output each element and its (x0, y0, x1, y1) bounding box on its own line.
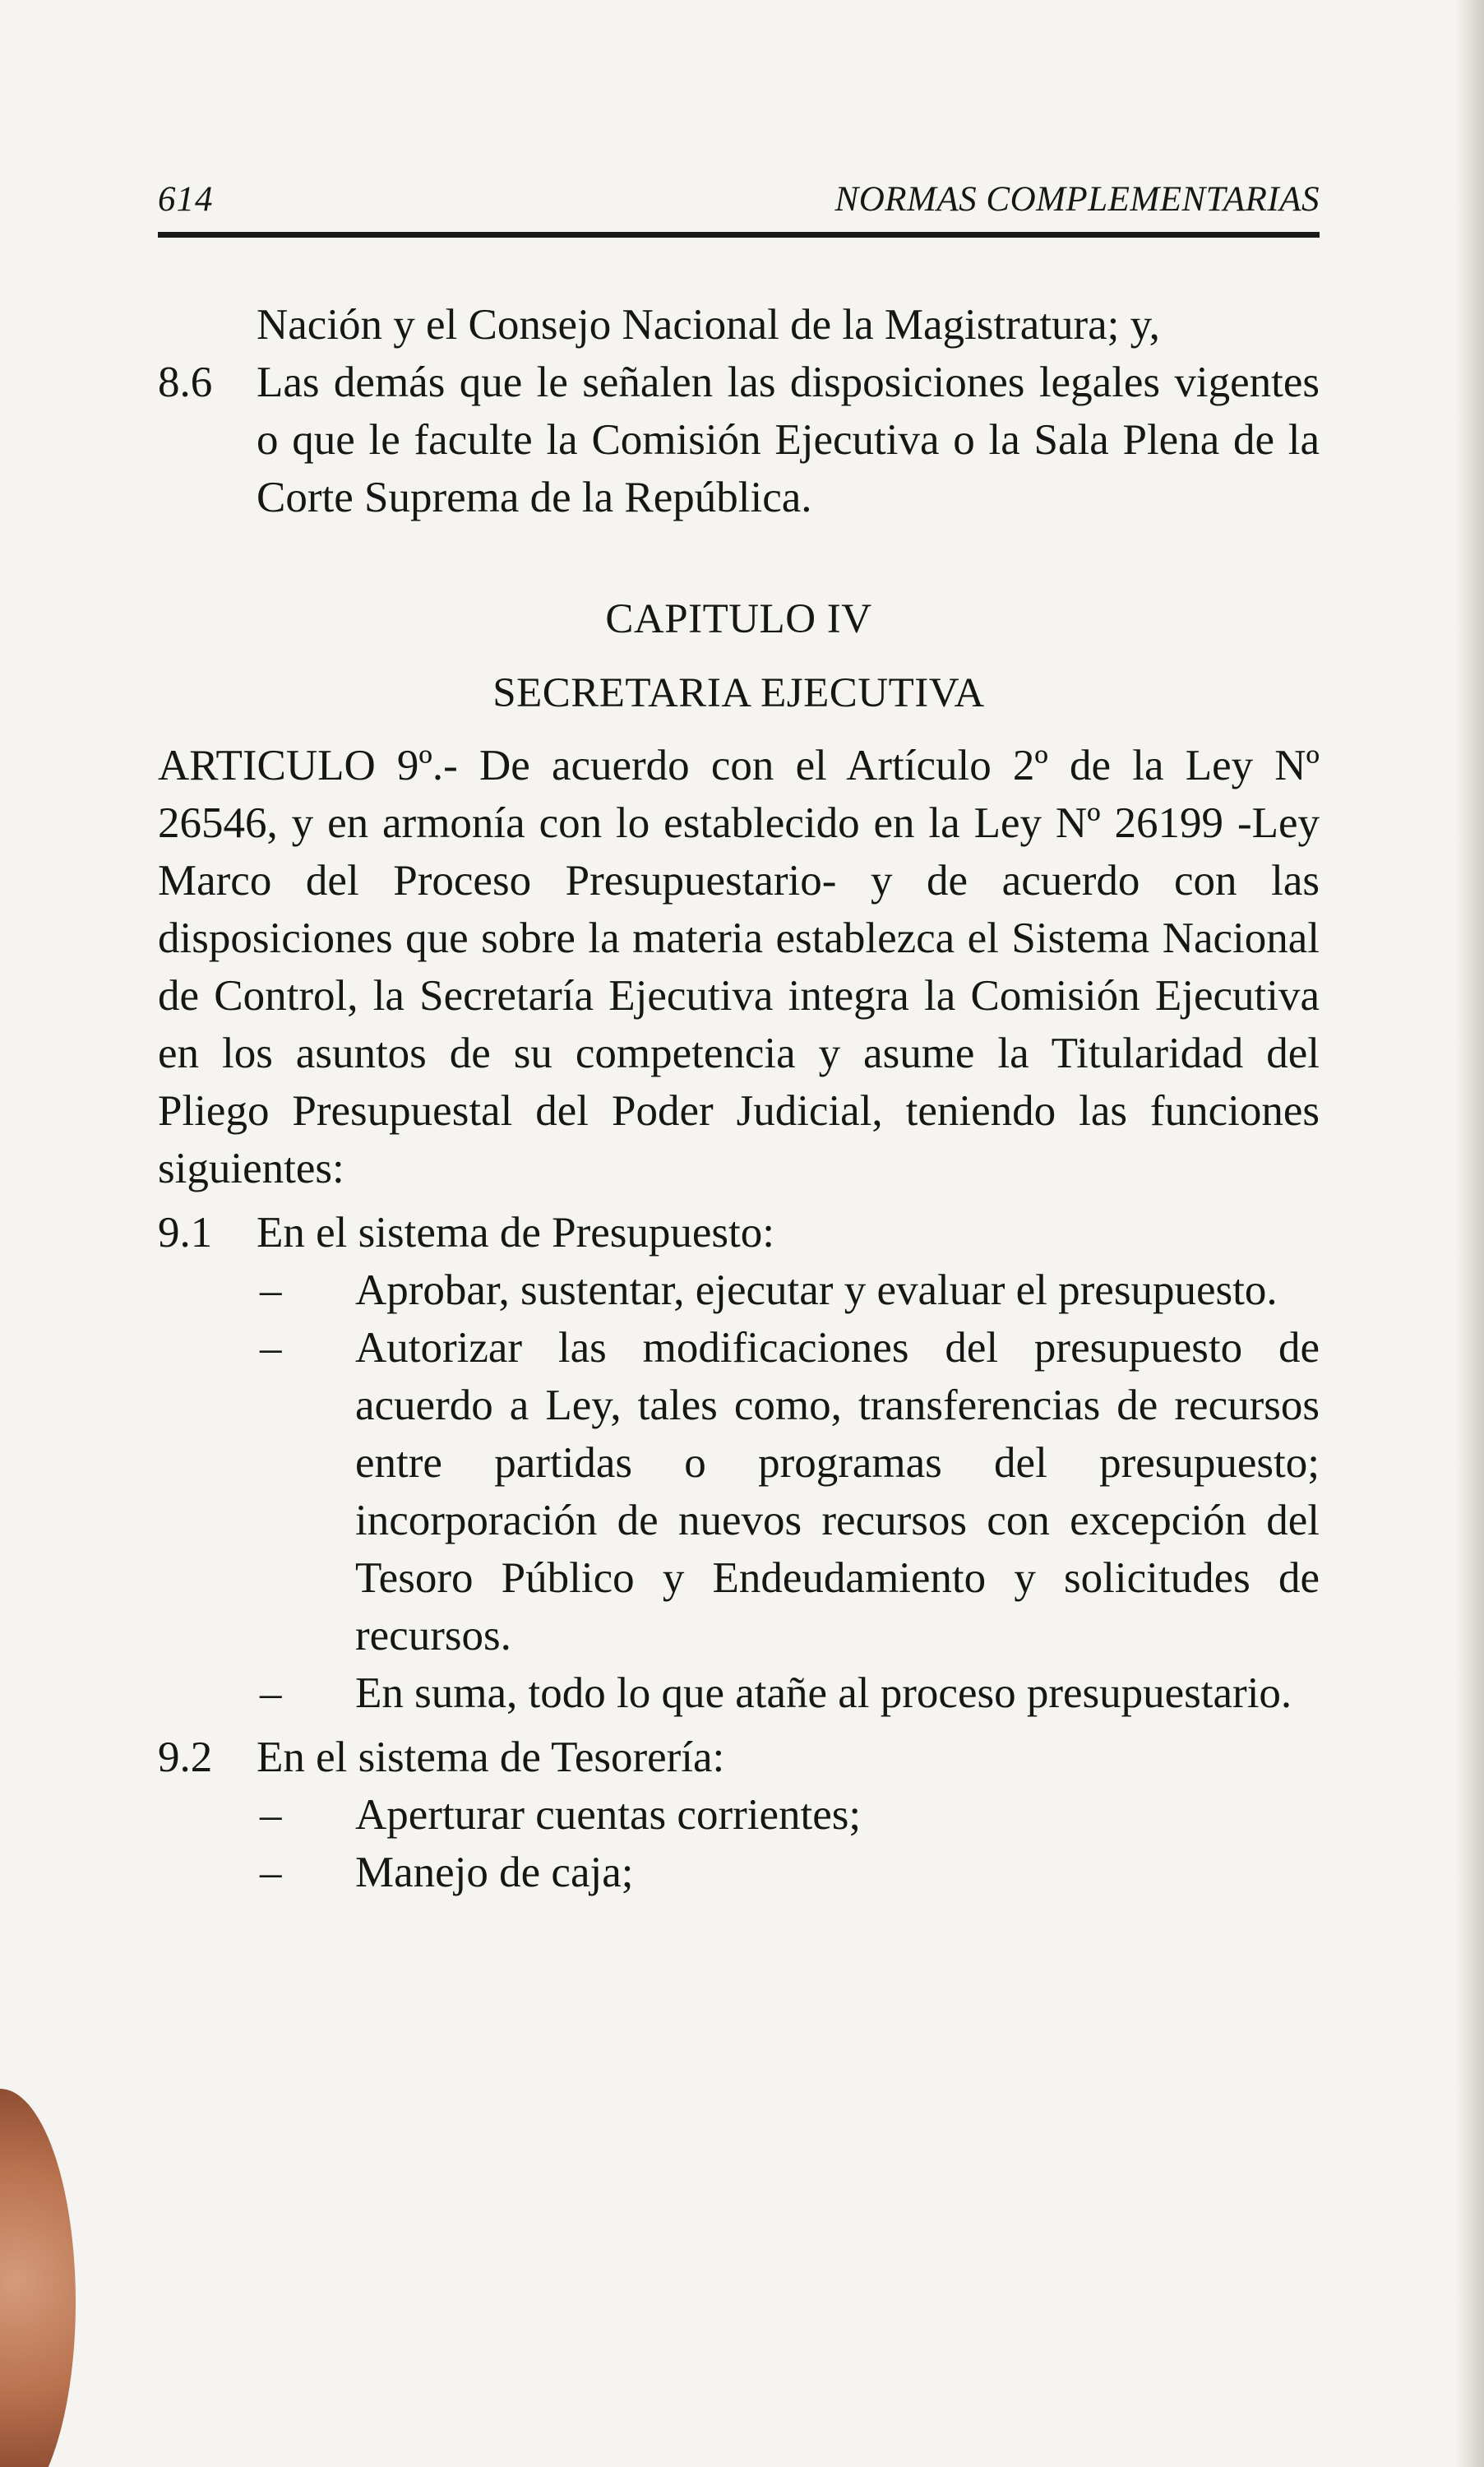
page-number: 614 (158, 180, 214, 219)
bullet-item (158, 1664, 1320, 1722)
bullet-item (158, 1786, 1320, 1844)
dash-bullet-icon: – (260, 1266, 282, 1314)
article-9-paragraph: ARTICULO 9º.- De acuerdo con el Artículo 2º de la Ley Nº 26546, y en armonía con lo establecido en la Ley Nº 26199 -Ley Marco del Proceso Presupuestario- y de acuerdo con las disposiciones que sobre la materia establezca el Sistema Nacional de Control, la Secretaría Ejecutiva integra la Comisión Ejecutiva en los asuntos de su competencia y asume la Titularidad del Pliego Presupuestal del Poder Judicial, teniendo las funciones siguientes: (158, 742, 1320, 1192)
dash-bullet-icon: – (260, 1791, 282, 1839)
section-heading: SECRETARIA EJECUTIVA (492, 670, 985, 716)
bullet-text: Manejo de caja; (355, 1849, 634, 1896)
item-9-1-group (158, 1204, 1320, 1722)
item-text: Las demás que le señalen las disposiciones legales vigentes o que le faculte la Comisión Ejecutiva o la Sala Plena de la Corte Suprema de la República. (257, 359, 1320, 521)
continued-item-text: Nación y el Consejo Nacional de la Magistratura; y, (257, 301, 1160, 349)
item-text: En el sistema de Tesorería: (257, 1733, 725, 1781)
page-body (158, 296, 1320, 1901)
thumb-photo-artifact (0, 2089, 76, 2467)
bullet-item (158, 1319, 1320, 1664)
item-number: 9.1 (158, 1209, 213, 1257)
bullet-item (158, 1261, 1320, 1319)
item-number: 8.6 (158, 359, 213, 406)
bullet-text: Aperturar cuentas corrientes; (355, 1791, 862, 1839)
bullet-text: Aprobar, sustentar, ejecutar y evaluar el presupuesto. (355, 1266, 1278, 1314)
chapter-heading: CAPITULO IV (605, 596, 872, 642)
item-9-2 (158, 1729, 1320, 1786)
item-8-6 (158, 354, 1320, 526)
dash-bullet-icon: – (260, 1324, 282, 1372)
running-header (158, 174, 1320, 238)
bullet-item (158, 1844, 1320, 1901)
item-9-2-group (158, 1729, 1320, 1901)
running-title: NORMAS COMPLEMENTARIAS (834, 180, 1320, 219)
item-text: En el sistema de Presupuesto: (257, 1209, 774, 1257)
bullet-text: Autorizar las modificaciones del presupuesto de acuerdo a Ley, tales como, transferencias de recursos entre partidas o programas del presupuesto; incorporación de nuevos recursos con excepción del Tesoro Público y Endeudamiento y solicitudes de recursos. (355, 1324, 1320, 1659)
item-number: 9.2 (158, 1733, 213, 1781)
bullet-text: En suma, todo lo que atañe al proceso presupuestario. (355, 1669, 1292, 1717)
dash-bullet-icon: – (260, 1669, 282, 1717)
item-9-1 (158, 1204, 1320, 1261)
page-edge-shadow (1456, 0, 1484, 2467)
dash-bullet-icon: – (260, 1849, 282, 1896)
